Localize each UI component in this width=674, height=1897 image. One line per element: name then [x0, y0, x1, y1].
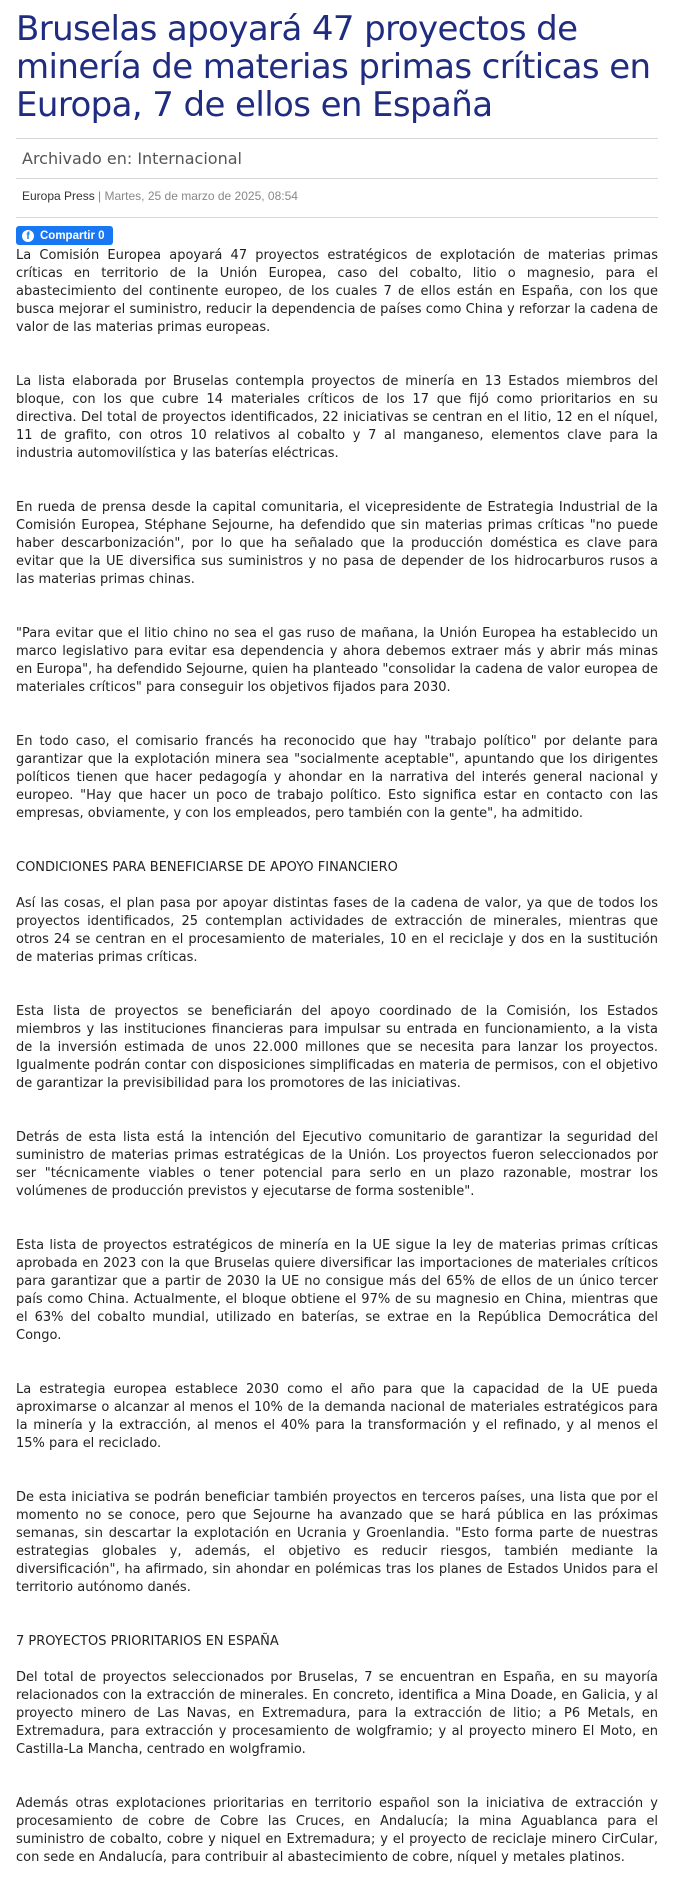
paragraph: Esta lista de proyectos estratégicos de minería en la UE sigue la ley de materias primas críticas aprobada en 2023 con la que Bruselas quiere diversificar las importaciones de materiales críticos para garantizar que a partir de 2030 la UE no consigue más del 65% de ellos de un único tercer país como China. Actualmente, el bloque obtiene el 97% de su magnesio en China, mientras que el 63% del cobalto mundial, utilizado en baterías, se extrae en la República Democrática del Congo. [16, 1238, 658, 1343]
paragraph: La estrategia europea establece 2030 como el año para que la capacidad de la UE pueda aproximarse o alcanzar al menos el 10% de la demanda nacional de materiales estratégicos para la minería y la extracción, al menos el 40% para la transformación y el refinado, y al menos el 15% para el reciclado. [16, 1382, 658, 1451]
paragraph: Detrás de esta lista está la intención del Ejecutivo comunitario de garantizar la seguridad del suministro de materias primas estratégicas de la Unión. Los proyectos fueron seleccionados por ser "técnicamente viables o tener potencial para serlo en un plazo razonable, mostrar los volúmenes de producción previstos y ejecutarse de forma sostenible". [16, 1130, 658, 1199]
share-button[interactable] [16, 226, 113, 245]
section-heading: CONDICIONES PARA BENEFICIARSE DE APOYO FINANCIERO [16, 860, 398, 875]
paragraph: En rueda de prensa desde la capital comunitaria, el vicepresidente de Estrategia Industrial de la Comisión Europea, Stéphane Sejourne, ha defendido que sin materias primas críticas "no puede haber descarbonización", por lo que ha señalado que la producción doméstica es clave para evitar que la UE diversifica sus suministros y no pasa de depender de los hidrocarburos rusos a las materias primas chinas. [16, 500, 658, 587]
paragraph: De esta iniciativa se podrán beneficiar también proyectos en terceros países, una lista que por el momento no se conoce, pero que Sejourne ha avanzado que se hará pública en las próximas semanas, sin descartar la explotación en Ucrania y Groenlandia. "Esto forma parte de nuestras estrategias globales y, además, el objetivo es reducir riesgos, también mediante la diversificación", ha afirmado, sin ahondar en polémicas tras los planes de Estados Unidos para el territorio autónomo danés. [16, 1490, 658, 1595]
paragraph: La Comisión Europea apoyará 47 proyectos estratégicos de explotación de materias primas críticas en territorio de la Unión Europea, caso del cobalto, litio o magnesio, para el abastecimiento del continente europeo, de los cuales 7 de ellos están en España, con los que busca mejorar el suministro, reducir la dependencia de países como China y reforzar la cadena de valor de las materias primas europeas. [16, 248, 658, 335]
share-label: Compartir 0 [40, 229, 105, 242]
archived-in[interactable]: Archivado en: Internacional [16, 138, 658, 179]
source: Europa Press [22, 189, 95, 203]
paragraph: Esta lista de proyectos se beneficiarán del apoyo coordinado de la Comisión, los Estados miembros y las instituciones financieras para impulsar su entrada en funcionamiento, a la vista de la inversión estimada de unos 22.000 millones que se necesita para lanzar los proyectos. Igualmente podrán contar con disposiciones simplificadas en materia de permisos, con el objetivo de garantizar la previsibilidad para los promotores de las iniciativas. [16, 1004, 658, 1091]
facebook-icon: f [22, 230, 34, 242]
paragraph: La lista elaborada por Bruselas contempla proyectos de minería en 13 Estados miembros del bloque, con los que cubre 14 materiales críticos de los 17 que fijó como prioritarios en su directiva. Del total de proyectos identificados, 22 iniciativas se centran en el litio, 12 en el níquel, 11 de grafito, con otros 10 relativos al cobalto y 7 al manganeso, elementos clave para la industria automovilística y las baterías eléctricas. [16, 374, 658, 461]
byline-separator: | [94, 189, 105, 203]
article-body [16, 247, 658, 1867]
paragraph: En todo caso, el comisario francés ha reconocido que hay "trabajo político" por delante para garantizar que la explotación minera sea "socialmente aceptable", apuntando que los dirigentes políticos tienen que hacer pedagogía y ahondar en la narrativa del interés general nacional y europeo. "Hay que hacer un poco de trabajo político. Esto significa estar en contacto con las empresas, obviamente, y con los empleados, pero también con la gente", ha admitido. [16, 734, 658, 821]
section-heading: 7 PROYECTOS PRIORITARIOS EN ESPAÑA [16, 1634, 279, 1649]
paragraph: Del total de proyectos seleccionados por Bruselas, 7 se encuentran en España, en su mayoría relacionados con la extracción de minerales. En concreto, identifica a Mina Doade, en Galicia, y al proyecto minero de Las Navas, en Extremadura, para la extracción de litio; a P6 Metals, en Extremadura, para extracción y procesamiento de wolgframio; y al proyecto minero El Moto, en Castilla-La Mancha, centrado en wolgframio. [16, 1670, 658, 1757]
paragraph: Así las cosas, el plan pasa por apoyar distintas fases de la cadena de valor, ya que de todos los proyectos identificados, 25 contemplan actividades de extracción de minerales, mientras que otros 24 se centran en el procesamiento de materiales, 10 en el reciclaje y dos en la sustitución de materias primas críticas. [16, 896, 658, 965]
publish-date: Martes, 25 de marzo de 2025, 08:54 [104, 189, 298, 203]
paragraph: Además otras explotaciones prioritarias en territorio español son la iniciativa de extracción y procesamiento de cobre de Cobre las Cruces, en Andalucía; la mina Aguablanca para el suministro de cobalto, cobre y niquel en Extremadura; y el proyecto de reciclaje minero CirCular, con sede en Andalucía, para contribuir al abastecimiento de cobre, níquel y metales platinos. [16, 1796, 658, 1865]
article-title: Bruselas apoyará 47 proyectos de minería de materias primas críticas en Europa, 7 de ellos en España [16, 9, 651, 125]
byline [16, 179, 658, 218]
paragraph: "Para evitar que el litio chino no sea el gas ruso de mañana, la Unión Europea ha establecido un marco legislativo para evitar esa dependencia y ahora debemos extraer más y abrir más minas en Europa", ha defendido Sejourne, quien ha planteado "consolidar la cadena de valor europea de materiales críticos" para conseguir los objetivos fijados para 2030. [16, 626, 658, 695]
